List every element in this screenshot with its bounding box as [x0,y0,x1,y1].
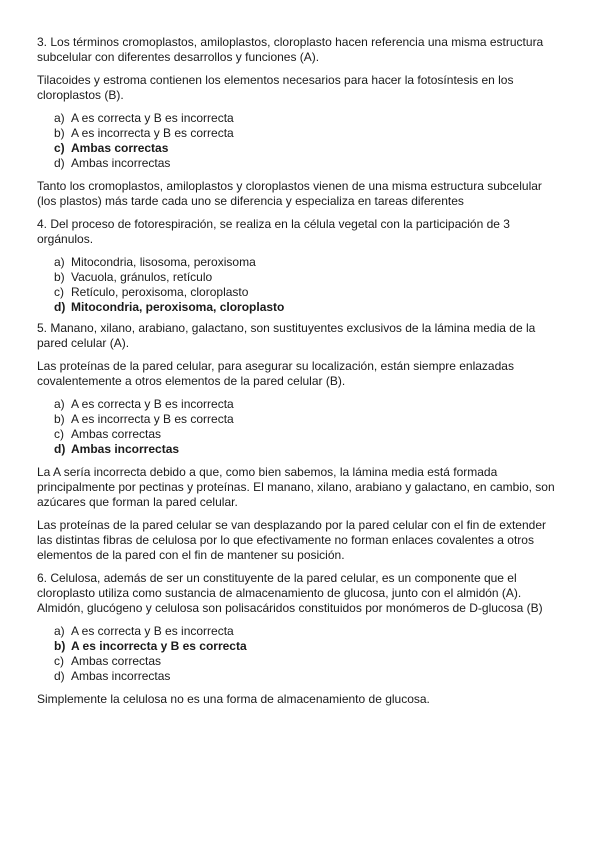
question-4-option-a [37,255,560,270]
question-3-statement-a: 3. Los términos cromoplastos, amiloplastos, cloroplasto hacen referencia una misma estructura subcelular con diferentes desarrollos y funciones (A). [37,35,544,64]
option-letter: b) [54,639,66,653]
question-3-option-b [37,126,560,141]
question-5-options [37,397,560,457]
question-5-option-d-correct [37,442,560,457]
option-text: Vacuola, gránulos, retículo [71,270,213,284]
question-5-statement-a: 5. Manano, xilano, arabiano, galactano, son sustituyentes exclusivos de la lámina media de la pared celular (A). [37,321,536,350]
option-letter: c) [54,654,64,668]
option-letter: b) [54,412,65,426]
option-letter: a) [54,624,65,638]
option-text: A es incorrecta y B es correcta [71,412,234,426]
question-3-explanation: Tanto los cromoplastos, amiloplastos y cloroplastos vienen de una misma estructura subcelular (los plastos) más tarde cada uno se diferencia y especializa en tareas diferentes [37,179,542,208]
question-4-statement: 4. Del proceso de fotorespiración, se realiza en la célula vegetal con la participación de 3 orgánulos. [37,217,510,246]
question-6-option-b-correct [37,639,560,654]
question-4-option-c [37,285,560,300]
option-letter: c) [54,427,64,441]
question-3-option-d [37,156,560,171]
question-3-option-c-correct [37,141,560,156]
question-5-statement-b: Las proteínas de la pared celular, para asegurar su localización, están siempre enlazadas covalentemente a otros elementos de la pared celular (B). [37,359,514,388]
option-letter: b) [54,270,65,284]
option-text: Ambas incorrectas [71,442,180,456]
question-6-option-c [37,654,560,669]
option-letter: c) [54,285,64,299]
option-text: Ambas correctas [71,654,162,668]
option-letter: d) [54,669,65,683]
option-text: Ambas correctas [71,141,169,155]
question-6-statement: 6. Celulosa, además de ser un constituyente de la pared celular, es un componente que el cloroplasto utiliza como sustancia de almacenamiento de glucosa, junto con el almidón (A). Almidón, glucógeno y celulosa son polisacáridos constituidos por monómeros de D-glucosa (B) [37,571,543,615]
question-6-explanation: Simplemente la celulosa no es una forma de almacenamiento de glucosa. [37,692,430,706]
option-text: A es correcta y B es incorrecta [71,624,234,638]
option-letter: a) [54,255,65,269]
option-letter: b) [54,126,65,140]
option-text: Retículo, peroxisoma, cloroplasto [71,285,249,299]
question-6-options [37,624,560,684]
option-text: Mitocondria, lisosoma, peroxisoma [71,255,256,269]
question-3-statement-b: Tilacoides y estroma contienen los elementos necesarios para hacer la fotosíntesis en los cloroplastos (B). [37,73,514,102]
option-letter: d) [54,442,66,456]
option-text: Ambas incorrectas [71,156,171,170]
question-4-option-b [37,270,560,285]
question-6-option-d [37,669,560,684]
question-4-options [37,255,560,315]
question-4-option-d-correct [37,300,560,315]
option-text: Mitocondria, peroxisoma, cloroplasto [71,300,285,314]
option-text: A es correcta y B es incorrecta [71,397,234,411]
question-5-explanation-b: Las proteínas de la pared celular se van desplazando por la pared celular con el fin de extender las distintas fibras de celulosa por lo que efectivamente no forman enlaces covalentes a otros elementos de la pared con el fin de mantener su posición. [37,518,546,562]
option-text: Ambas incorrectas [71,669,171,683]
question-5-explanation-a: La A sería incorrecta debido a que, como bien sabemos, la lámina media está formada principalmente por pectinas y proteínas. El manano, xilano, arabiano y galactano, en cambio, son azúcares que forman la pared celular. [37,465,555,509]
option-letter: a) [54,397,65,411]
option-text: A es incorrecta y B es correcta [71,126,234,140]
option-letter: d) [54,156,65,170]
question-3-option-a [37,111,560,126]
option-letter: c) [54,141,65,155]
question-5-option-b [37,412,560,427]
option-letter: a) [54,111,65,125]
option-text: A es correcta y B es incorrecta [71,111,234,125]
option-letter: d) [54,300,66,314]
option-text: Ambas correctas [71,427,162,441]
option-text: A es incorrecta y B es correcta [71,639,247,653]
question-3-options [37,111,560,171]
question-5-option-a [37,397,560,412]
question-5-option-c [37,427,560,442]
question-6-option-a [37,624,560,639]
